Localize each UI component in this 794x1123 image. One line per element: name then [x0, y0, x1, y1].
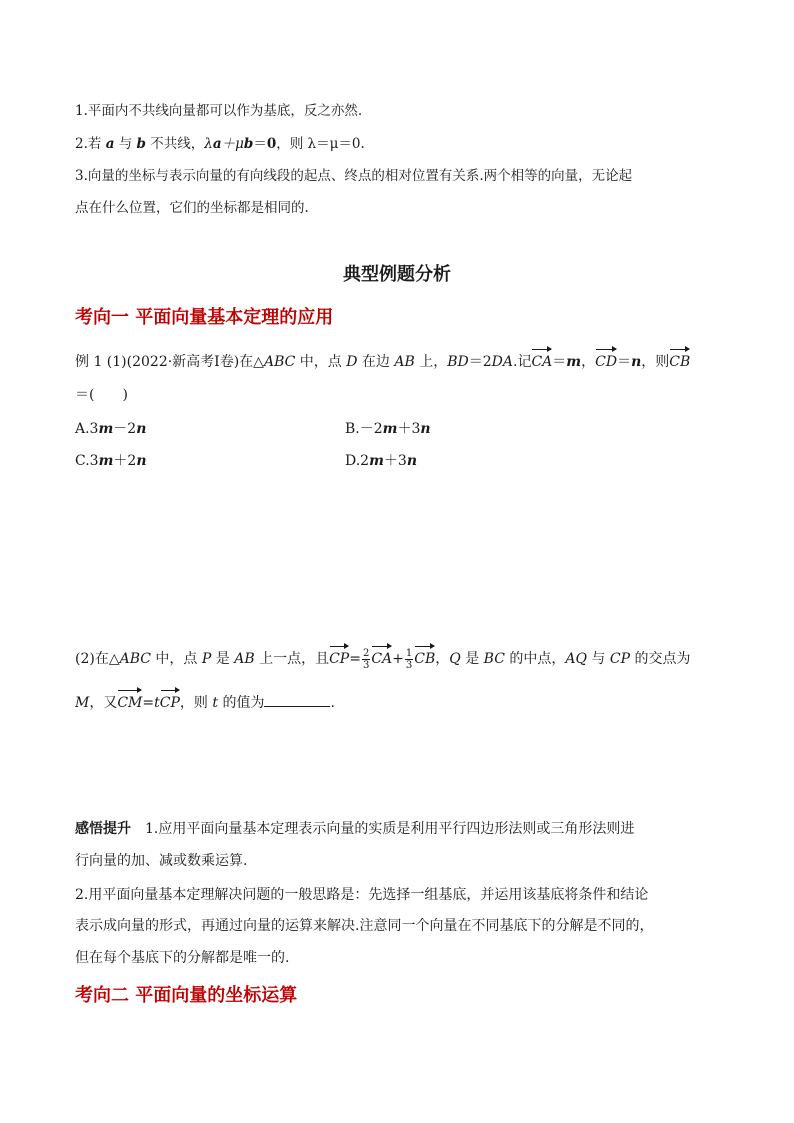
fraction-one-third — [405, 648, 413, 671]
segment-da: DA — [491, 354, 514, 370]
ex2-text: = — [142, 695, 155, 711]
ex1-text: ，则 — [641, 354, 670, 370]
option-d-label: D.2 — [345, 453, 370, 469]
segment-cp: CP — [609, 651, 631, 667]
vector-m: m — [566, 354, 582, 370]
ex2-text: 的交点为 — [630, 651, 691, 667]
ex1-text: ＝2 — [468, 354, 492, 370]
option-a-rest: －2 — [113, 421, 137, 437]
ex1-text: 在边 — [357, 354, 395, 370]
option-b-n: n — [420, 421, 431, 437]
option-c-n: n — [136, 453, 147, 469]
option-a-n: n — [136, 421, 147, 437]
option-b — [345, 419, 431, 439]
insight-line-5: 但在每个基底下的分解都是唯一的. — [75, 950, 290, 966]
answer-blank — [264, 692, 330, 707]
vector-a-2: a — [212, 136, 222, 152]
frac-denominator: 3 — [362, 659, 370, 671]
ex2-text: ，则 — [179, 695, 213, 711]
point-d: D — [346, 354, 358, 370]
vector-cb: CB — [414, 645, 435, 669]
plus-mu: ＋μ — [221, 136, 244, 152]
point-p: P — [201, 651, 212, 667]
ex2-text: 的值为 — [218, 695, 265, 711]
ex2-prefix: (2)在△ — [75, 651, 120, 667]
insight-text: 1.应用平面向量基本定理表示向量的实质是利用平行四边形法则或三角形法则进 — [131, 821, 635, 837]
ex2-text: = — [349, 651, 361, 667]
vector-cp: CP — [329, 645, 349, 669]
option-a-m: m — [98, 421, 114, 437]
ex2-text: 上一点，且 — [254, 651, 330, 667]
ex2-text: . — [330, 695, 335, 711]
option-b-rest: ＋3 — [397, 421, 421, 437]
note-1: 1.平面内不共线向量都可以作为基底，反之亦然. — [75, 103, 363, 119]
note-3-line-2: 点在什么位置，它们的坐标都是相同的. — [75, 200, 309, 216]
lambda-symbol: λ — [204, 136, 213, 152]
vector-b-2: b — [243, 136, 254, 152]
option-b-label: B.－2 — [345, 421, 383, 437]
zero-vector: 0 — [266, 136, 277, 152]
option-d-n: n — [406, 453, 418, 469]
vector-cb: CB — [669, 348, 690, 372]
vector-ca: CA — [371, 645, 392, 669]
side-bc: BC — [483, 651, 505, 667]
point-m: M — [75, 695, 90, 711]
ex2-text: ， — [435, 651, 450, 667]
option-a-label: A.3 — [75, 421, 99, 437]
vector-cm: CM — [117, 689, 142, 713]
option-d-m: m — [369, 453, 384, 469]
note-3-line-1: 3.向量的坐标与表示向量的有向线段的起点、终点的相对位置有关系.两个相等的向量，无论起 — [75, 168, 633, 184]
ex2-text: 的中点， — [504, 651, 566, 667]
note-2-with: 与 — [114, 136, 137, 152]
insight-label: 感悟提升 — [75, 821, 131, 837]
example-1-answer-bracket: ＝( ) — [75, 387, 128, 403]
note-2 — [75, 134, 734, 154]
ex2-text: + — [392, 651, 404, 667]
insight-line-1 — [75, 819, 734, 839]
vector-cp: CP — [160, 689, 180, 713]
point-q: Q — [449, 651, 461, 667]
ex1-text: .记 — [513, 354, 532, 370]
option-c — [75, 451, 147, 471]
note-2-prefix: 2.若 — [75, 136, 102, 152]
ex2-text: 与 — [586, 651, 610, 667]
variable-t: t — [154, 695, 160, 711]
insight-line-4: 表示成向量的形式，再通过向量的运算来解决.注意同一个向量在不同基底下的分解是不同的， — [75, 918, 654, 934]
vector-n: n — [631, 354, 642, 370]
note-2-not-collinear: 不共线， — [145, 136, 205, 152]
ex1-text: 上， — [414, 354, 448, 370]
insight-line-2: 行向量的加、减或数乘运算. — [75, 853, 248, 869]
option-c-label: C.3 — [75, 453, 99, 469]
ex1-text: 中，点 — [295, 354, 347, 370]
ex2-text: 是 — [211, 651, 235, 667]
segment-bd: BD — [447, 354, 469, 370]
option-d-rest: ＋3 — [383, 453, 407, 469]
ex2-text: 是 — [460, 651, 484, 667]
segment-aq: AQ — [565, 651, 587, 667]
ex1-text: ＝ — [552, 354, 567, 370]
side-ab: AB — [234, 651, 255, 667]
fraction-two-thirds — [362, 648, 370, 671]
ex1-text: ＝ — [617, 354, 632, 370]
option-a — [75, 419, 146, 439]
ex2-text: ，又 — [89, 695, 118, 711]
vector-a: a — [105, 136, 115, 152]
variable-t: t — [212, 695, 218, 711]
triangle-abc: ABC — [119, 651, 151, 667]
ex1-text: ， — [581, 354, 596, 370]
section-2-title: 考向二 平面向量的坐标运算 — [75, 985, 298, 1006]
frac-numerator: 1 — [405, 647, 413, 659]
frac-numerator: 2 — [362, 647, 370, 659]
ex2-text: 中，点 — [150, 651, 202, 667]
frac-denominator: 3 — [405, 659, 413, 671]
example-1-question — [75, 348, 734, 372]
insight-line-3: 2.用平面向量基本定理解决问题的一般思路是：先选择一组基底，并运用该基底将条件和结论 — [75, 887, 649, 903]
section-1-title: 考向一 平面向量基本定理的应用 — [75, 307, 334, 328]
option-d — [345, 451, 417, 471]
equals: ＝ — [253, 136, 267, 152]
side-ab: AB — [394, 354, 415, 370]
example-2-question-line-1 — [75, 645, 734, 671]
option-c-m: m — [98, 453, 114, 469]
vector-b: b — [136, 136, 146, 152]
triangle-abc: ABC — [263, 354, 296, 370]
option-b-m: m — [382, 421, 398, 437]
ex1-prefix: 例 1 (1)(2022·新高考Ⅰ卷)在△ — [75, 354, 264, 370]
option-c-rest: ＋2 — [113, 453, 137, 469]
note-2-conclusion: ，则 λ＝μ＝0. — [276, 136, 365, 152]
vector-cd: CD — [595, 348, 617, 372]
example-2-question-line-2 — [75, 689, 734, 713]
vector-ca: CA — [531, 348, 552, 372]
main-heading: 典型例题分析 — [343, 264, 451, 285]
